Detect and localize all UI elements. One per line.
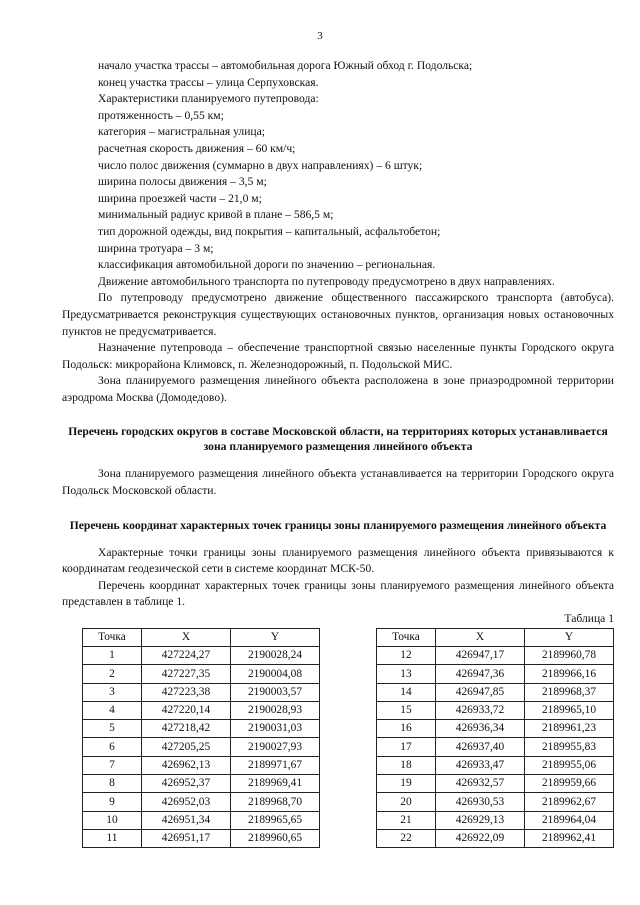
table-row [83, 720, 320, 738]
characteristic-item: категория – магистральная улица; [98, 125, 265, 139]
cell-y: 2190028,93 [231, 701, 320, 719]
cell-y: 2190003,57 [231, 683, 320, 701]
cell-x: 426952,37 [142, 775, 231, 793]
table-row [377, 701, 614, 719]
cell-x: 427205,25 [142, 738, 231, 756]
table-row [83, 665, 320, 683]
table-row [83, 829, 320, 847]
cell-point: 12 [377, 646, 436, 664]
table-row [377, 793, 614, 811]
characteristic-item: ширина проезжей части – 21,0 м; [98, 191, 262, 205]
cell-x: 426929,13 [436, 811, 525, 829]
cell-y: 2190031,03 [231, 720, 320, 738]
coordinates-table-right [376, 628, 614, 849]
cell-y: 2189965,10 [525, 701, 614, 719]
cell-x: 427220,14 [142, 701, 231, 719]
table-caption: Таблица 1 [564, 612, 614, 626]
cell-y: 2190004,08 [231, 665, 320, 683]
paragraph-traffic: Движение автомобильного транспорта по путепроводу предусмотрено в двух направлениях. [98, 274, 555, 288]
cell-x: 426933,47 [436, 756, 525, 774]
cell-x: 426937,40 [436, 738, 525, 756]
table-row [83, 775, 320, 793]
table-row [377, 829, 614, 847]
route-end-line: конец участка трассы – улица Серпуховская. [98, 75, 319, 89]
table-row [83, 683, 320, 701]
cell-x: 427218,42 [142, 720, 231, 738]
header-point: Точка [83, 628, 142, 646]
table-row [83, 738, 320, 756]
cell-y: 2189964,04 [525, 811, 614, 829]
header-y: Y [525, 628, 614, 646]
cell-x: 426933,72 [436, 701, 525, 719]
coordinates-tables [62, 628, 614, 858]
paragraph-purpose: Назначение путепровода – обеспечение транспортной связью населенные пункты Городского округа Подольск: микрорайона Климовск, п. Железнодорожный, п. Подольской МИС. [62, 341, 614, 371]
cell-point: 9 [83, 793, 142, 811]
table-row [377, 811, 614, 829]
cell-x: 426951,34 [142, 811, 231, 829]
section-title-coordinates: Перечень координат характерных точек границы зоны планируемого размещения линейного объекта [69, 518, 607, 532]
characteristic-item: ширина тротуара – 3 м; [98, 241, 214, 255]
cell-point: 8 [83, 775, 142, 793]
cell-y: 2189962,41 [525, 829, 614, 847]
section-text-districts: Зона планируемого размещения линейного объекта устанавливается на территории Городского округа Подольск Московской области. [62, 467, 614, 498]
table-row [83, 793, 320, 811]
cell-point: 22 [377, 829, 436, 847]
cell-point: 18 [377, 756, 436, 774]
cell-x: 426922,09 [436, 829, 525, 847]
cell-y: 2189968,70 [231, 793, 320, 811]
coordinates-text-2: Перечень координат характерных точек границы зоны планируемого размещения линейного объекта представлен в таблице 1. [62, 578, 614, 609]
header-point: Точка [377, 628, 436, 646]
cell-point: 4 [83, 701, 142, 719]
cell-point: 2 [83, 665, 142, 683]
characteristic-item: ширина полосы движения – 3,5 м; [98, 175, 267, 189]
coordinates-table-left [82, 628, 320, 849]
cell-y: 2189968,37 [525, 683, 614, 701]
table-header-row [377, 628, 614, 646]
cell-point: 11 [83, 829, 142, 847]
table-header-row [83, 628, 320, 646]
cell-y: 2190028,24 [231, 646, 320, 664]
table-row [83, 756, 320, 774]
cell-x: 426947,17 [436, 646, 525, 664]
section-title-districts: Перечень городских округов в составе Московской области, на территориях которых устанавливается зона планируемого размещения линейного объекта [68, 425, 608, 454]
characteristic-item: число полос движения (суммарно в двух направлениях) – 6 штук; [98, 158, 423, 172]
cell-point: 6 [83, 738, 142, 756]
cell-point: 3 [83, 683, 142, 701]
characteristics-list [62, 108, 614, 274]
cell-x: 426962,13 [142, 756, 231, 774]
cell-x: 427224,27 [142, 646, 231, 664]
cell-y: 2189966,16 [525, 665, 614, 683]
cell-point: 20 [377, 793, 436, 811]
cell-y: 2189959,66 [525, 775, 614, 793]
cell-y: 2190027,93 [231, 738, 320, 756]
cell-point: 17 [377, 738, 436, 756]
cell-x: 426936,34 [436, 720, 525, 738]
cell-x: 427223,38 [142, 683, 231, 701]
characteristics-heading: Характеристики планируемого путепровода: [98, 92, 319, 106]
table-row [377, 756, 614, 774]
cell-x: 427227,35 [142, 665, 231, 683]
route-start-line: начало участка трассы – автомобильная дорога Южный обход г. Подольска; [98, 59, 473, 72]
characteristic-item: минимальный радиус кривой в плане – 586,5 м; [98, 208, 334, 222]
cell-point: 5 [83, 720, 142, 738]
cell-point: 7 [83, 756, 142, 774]
cell-y: 2189961,23 [525, 720, 614, 738]
cell-x: 426952,03 [142, 793, 231, 811]
cell-point: 10 [83, 811, 142, 829]
header-x: X [142, 628, 231, 646]
cell-y: 2189969,41 [231, 775, 320, 793]
table-row [377, 775, 614, 793]
cell-point: 1 [83, 646, 142, 664]
cell-x: 426932,57 [436, 775, 525, 793]
cell-x: 426930,53 [436, 793, 525, 811]
page-number: 3 [317, 30, 323, 42]
table-row [377, 720, 614, 738]
table-row [377, 646, 614, 664]
characteristic-item: расчетная скорость движения – 60 км/ч; [98, 141, 296, 155]
cell-x: 426947,36 [436, 665, 525, 683]
header-y: Y [231, 628, 320, 646]
paragraph-public-transport: По путепроводу предусмотрено движение общественного пассажирского транспорта (автобуса). Предусматривается реконструкция существующих остановочных пунктов, организация новых остановочных пунктов не предусматривается. [62, 291, 614, 338]
paragraph-airport-zone: Зона планируемого размещения линейного объекта расположена в зоне приаэродромной территории аэродрома Москва (Домодедово). [62, 374, 614, 404]
characteristic-item: тип дорожной одежды, вид покрытия – капитальный, асфальтобетон; [98, 224, 441, 238]
characteristic-item: классификация автомобильной дороги по значению – региональная. [98, 258, 436, 272]
table-row [377, 665, 614, 683]
cell-x: 426951,17 [142, 829, 231, 847]
characteristic-item: протяженность – 0,55 км; [98, 108, 224, 122]
cell-point: 16 [377, 720, 436, 738]
cell-y: 2189955,83 [525, 738, 614, 756]
coordinates-text-1: Характерные точки границы зоны планируемого размещения линейного объекта привязываются к координатам геодезической сети в системе координат МСК-50. [62, 545, 614, 576]
table-row [83, 811, 320, 829]
cell-y: 2189971,67 [231, 756, 320, 774]
table-row [377, 683, 614, 701]
cell-point: 21 [377, 811, 436, 829]
cell-point: 14 [377, 683, 436, 701]
cell-point: 15 [377, 701, 436, 719]
document-body [62, 58, 614, 858]
header-x: X [436, 628, 525, 646]
cell-point: 13 [377, 665, 436, 683]
cell-point: 19 [377, 775, 436, 793]
table-row [377, 738, 614, 756]
table-row [83, 646, 320, 664]
cell-x: 426947,85 [436, 683, 525, 701]
cell-y: 2189960,78 [525, 646, 614, 664]
cell-y: 2189960,65 [231, 829, 320, 847]
table-row [83, 701, 320, 719]
cell-y: 2189955,06 [525, 756, 614, 774]
cell-y: 2189965,65 [231, 811, 320, 829]
cell-y: 2189962,67 [525, 793, 614, 811]
